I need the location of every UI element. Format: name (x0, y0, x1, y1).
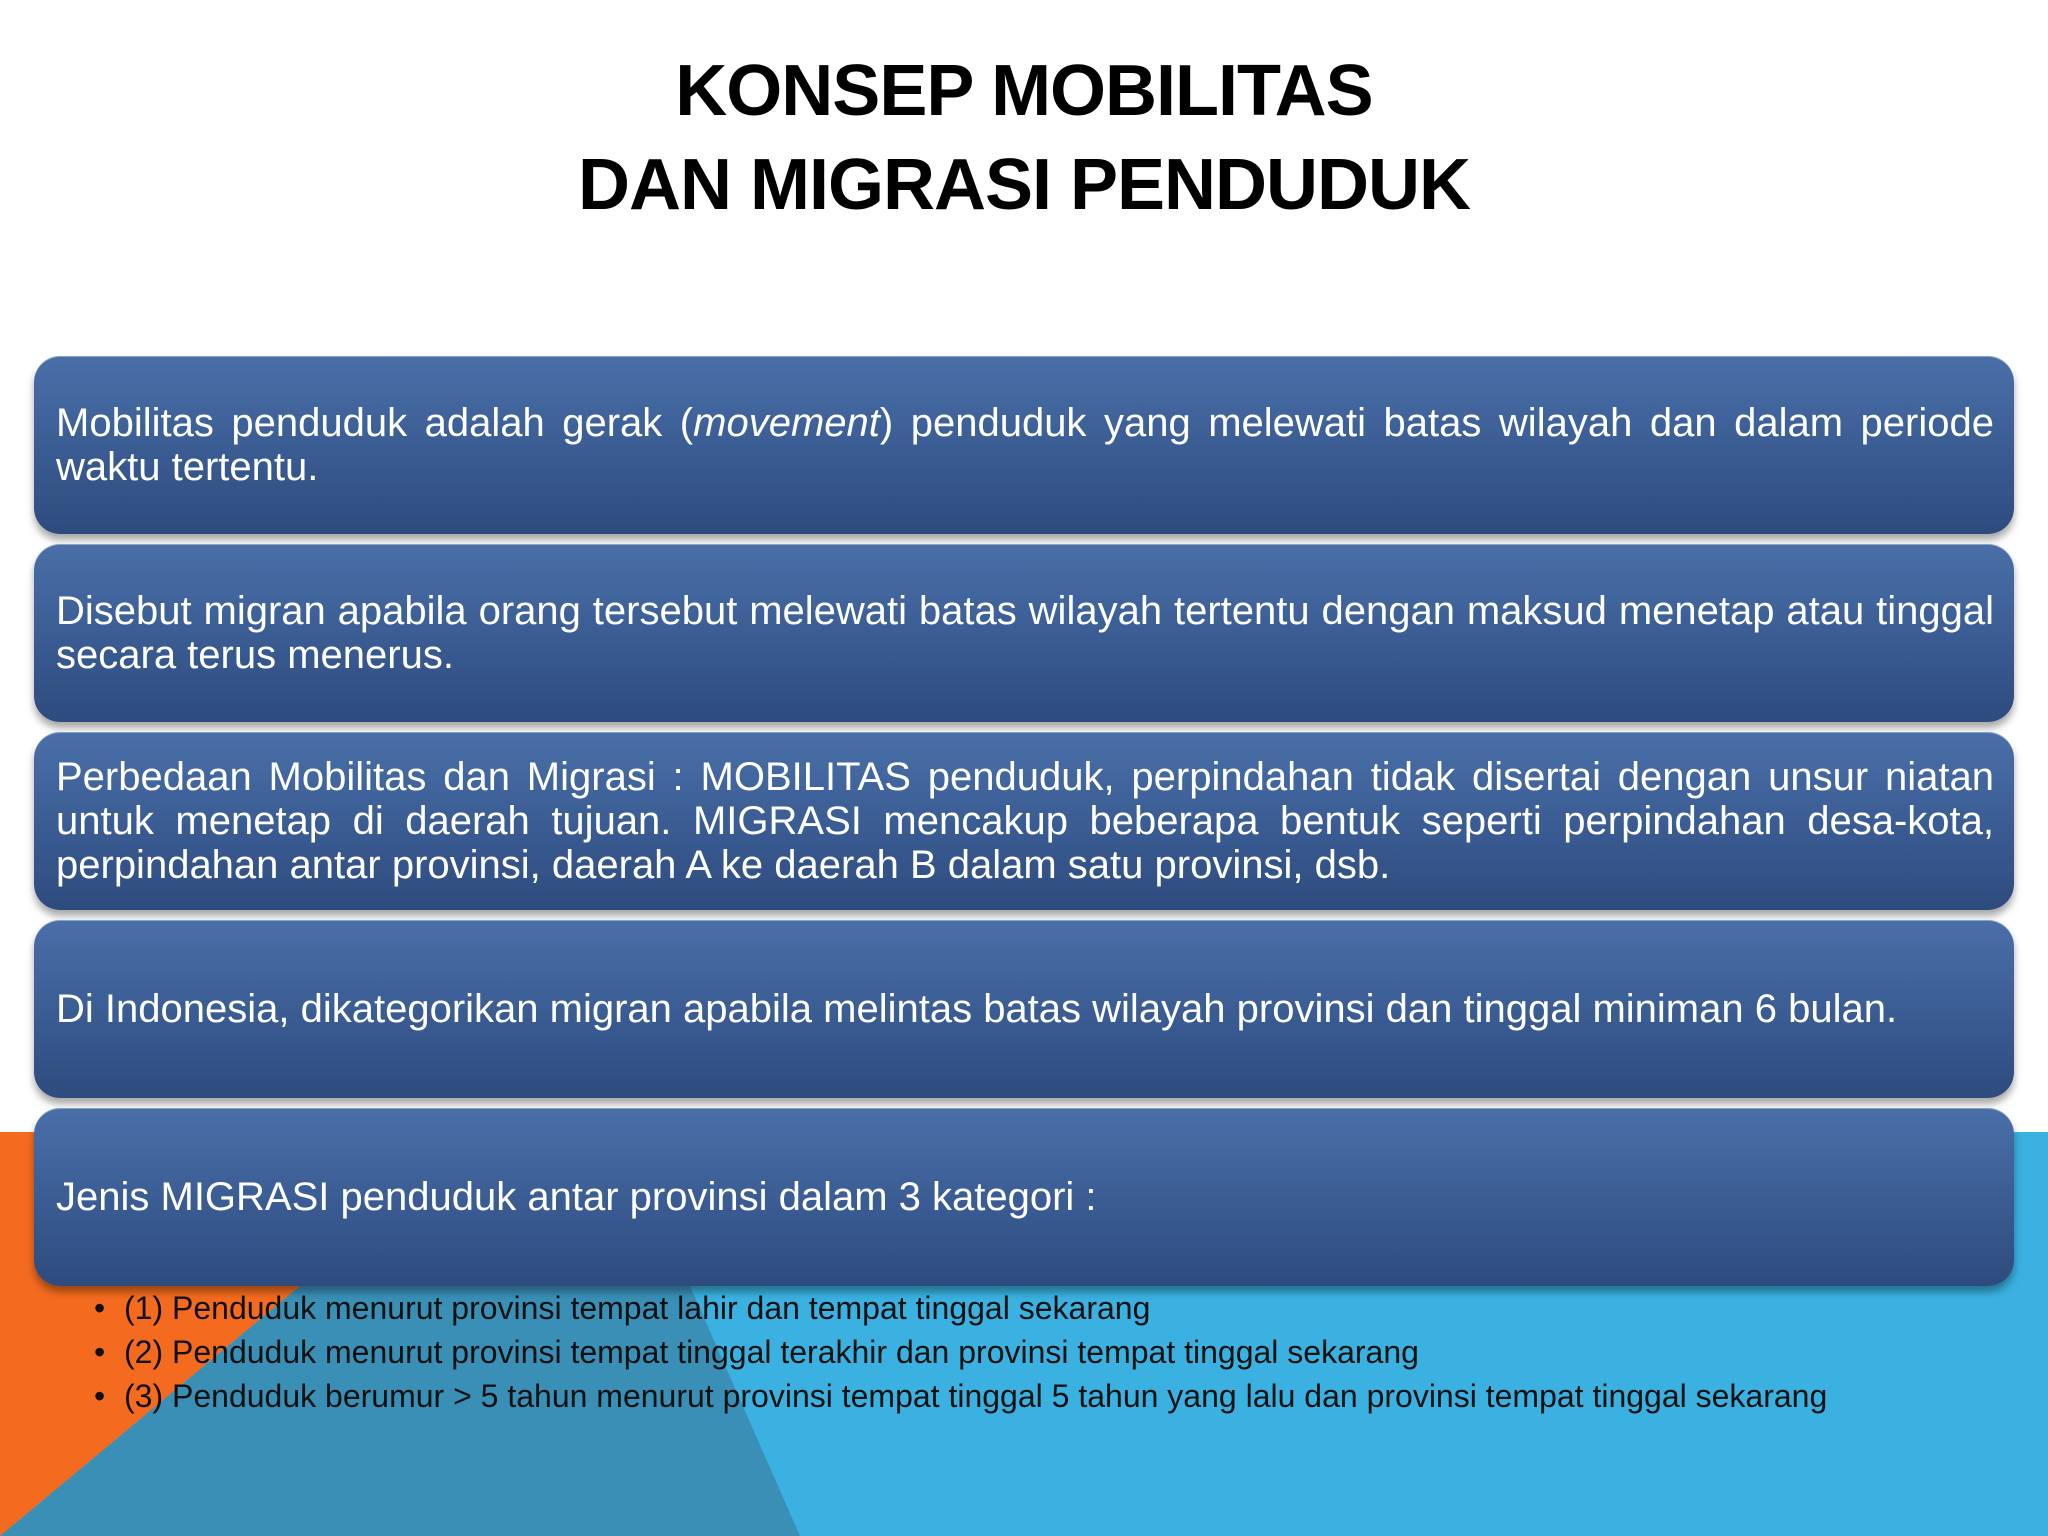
box-mobilitas-definition (34, 356, 2014, 534)
bullet-icon: • (94, 1290, 106, 1326)
box-text: Perbedaan Mobilitas dan Migrasi : MOBILITAS penduduk, perpindahan tidak disertai dengan unsur niatan untuk menetap di daerah tujuan. MIGRASI mencakup beberapa bentuk seperti perpindahan desa-kota, perpindahan antar provinsi, daerah A ke daerah B dalam satu provinsi, dsb. (56, 755, 1994, 887)
list-item-text: (1) Penduduk menurut provinsi tempat lahir dan tempat tinggal sekarang (124, 1290, 1151, 1326)
box-text: Disebut migran apabila orang tersebut melewati batas wilayah tertentu dengan maksud menetap atau tinggal secara terus menerus. (56, 589, 1994, 677)
box-migran-definition (34, 544, 2014, 722)
list-item (94, 1374, 1827, 1418)
box-jenis-migrasi (34, 1108, 2014, 1286)
category-list (94, 1286, 1827, 1418)
box-text-part: ) penduduk yang melewati batas wilayah dan dalam periode waktu tertentu. (56, 401, 1994, 489)
box-text: Di Indonesia, dikategorikan migran apabila melintas batas wilayah provinsi dan tinggal miniman 6 bulan. (56, 987, 1898, 1031)
content-boxes (34, 356, 2014, 1296)
list-item-text: (3) Penduduk berumur > 5 tahun menurut provinsi tempat tinggal 5 tahun yang lalu dan provinsi tempat tinggal sekarang (124, 1378, 1828, 1414)
box-text (56, 401, 1994, 489)
box-perbedaan (34, 732, 2014, 910)
list-item (94, 1330, 1827, 1374)
list-item-text: (2) Penduduk menurut provinsi tempat tinggal terakhir dan provinsi tempat tinggal sekarang (124, 1334, 1419, 1370)
title-line-2: DAN MIGRASI PENDUDUK (577, 145, 1471, 225)
slide-title (0, 44, 2048, 232)
bullet-icon: • (94, 1378, 106, 1414)
list-item (94, 1286, 1827, 1330)
box-text-italic: movement (693, 401, 880, 445)
box-indonesia (34, 920, 2014, 1098)
box-text: Jenis MIGRASI penduduk antar provinsi dalam 3 kategori : (56, 1175, 1097, 1219)
bullet-icon: • (94, 1334, 106, 1370)
title-line-1: KONSEP MOBILITAS (675, 51, 1373, 131)
box-text-part: Mobilitas penduduk adalah gerak ( (56, 401, 694, 445)
